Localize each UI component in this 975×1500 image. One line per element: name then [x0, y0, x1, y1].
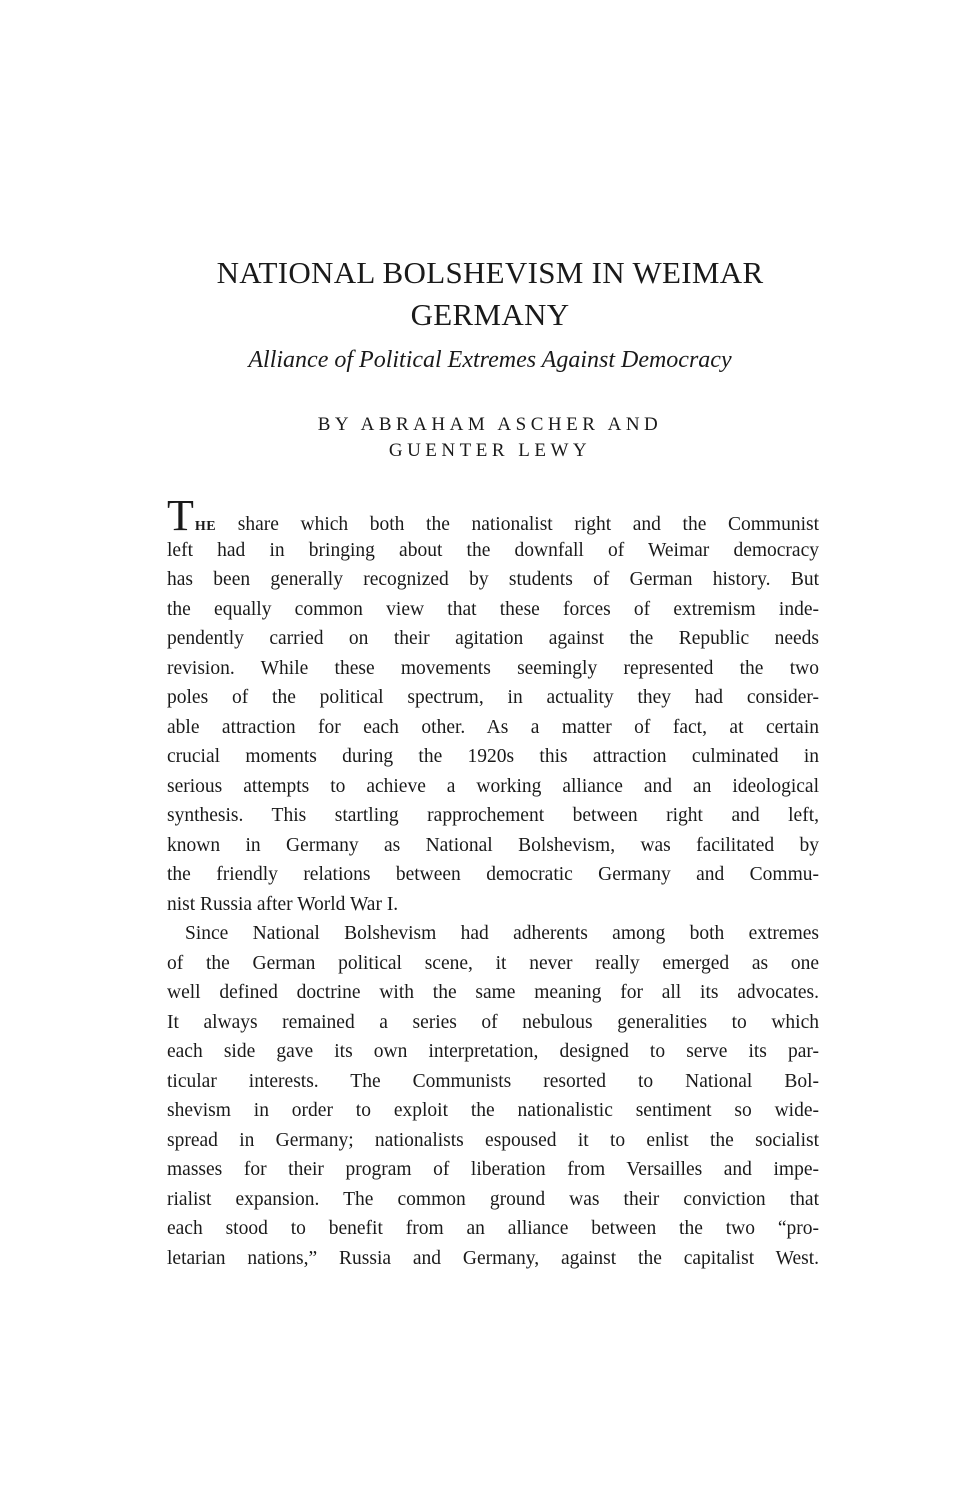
drop-cap: T	[167, 491, 194, 540]
text-line: ticular interests. The Communists resorted to National Bol-	[167, 1070, 819, 1092]
text-line: shevism in order to exploit the nationalistic sentiment so wide-	[167, 1100, 819, 1121]
text-line: well defined doctrine with the same meaning for all its advocates.	[167, 982, 819, 1003]
text-line: each side gave its own interpretation, designed to serve its par-	[167, 1041, 819, 1062]
text-line: serious attempts to achieve a working alliance and an ideological	[167, 775, 819, 797]
text-line: spread in Germany; nationalists espoused it to enlist the socialist	[167, 1129, 819, 1151]
text-line: revision. While these movements seemingly represented the two	[167, 657, 819, 679]
text-line: nist Russia after World War I.	[167, 893, 399, 915]
text-line: has been generally recognized by students of German history. But	[167, 569, 819, 590]
text-line: rialist expansion. The common ground was their conviction that	[167, 1188, 819, 1210]
author-byline	[160, 412, 820, 464]
byline-line-1: BY ABRAHAM ASCHER AND	[317, 414, 663, 435]
text-line: known in Germany as National Bolshevism, was facilitated by	[167, 834, 819, 856]
article-title-line-2: GERMANY	[410, 297, 570, 332]
text-line: poles of the political spectrum, in actuality they had consider-	[167, 687, 819, 708]
text-line: masses for their program of liberation from Versailles and impe-	[167, 1159, 819, 1180]
article-body	[167, 491, 819, 1273]
text-line: each stood to benefit from an alliance between the two “pro-	[167, 1218, 819, 1239]
article-title	[160, 252, 820, 336]
paragraph-2	[167, 919, 819, 1273]
text-line: It always remained a series of nebulous generalities to which	[167, 1011, 819, 1033]
text-line: synthesis. This startling rapprochement between right and left,	[167, 805, 819, 826]
text-line: Since National Bolshevism had adherents among both extremes	[185, 923, 819, 944]
article-subtitle: Alliance of Political Extremes Against Democracy	[248, 347, 732, 373]
paragraph-1	[167, 491, 819, 919]
small-caps-lead: HE	[194, 519, 217, 534]
text-line: the equally common view that these forces of extremism inde-	[167, 598, 819, 620]
byline-line-2: GUENTER LEWY	[388, 440, 592, 461]
text-line: left had in bringing about the downfall of Weimar democracy	[167, 539, 819, 561]
text-line: letarian nations,” Russia and Germany, against the capitalist West.	[167, 1247, 819, 1269]
text-line: crucial moments during the 1920s this attraction culminated in	[167, 746, 819, 767]
text-line: THE share which both the nationalist right and the Communist	[167, 491, 819, 540]
article-title-line-1: NATIONAL BOLSHEVISM IN WEIMAR	[216, 255, 764, 290]
text-line: able attraction for each other. As a matter of fact, at certain	[167, 716, 819, 738]
text-line: the friendly relations between democratic Germany and Commu-	[167, 864, 819, 885]
text-line: of the German political scene, it never really emerged as one	[167, 952, 819, 974]
text-line: pendently carried on their agitation against the Republic needs	[167, 628, 819, 649]
